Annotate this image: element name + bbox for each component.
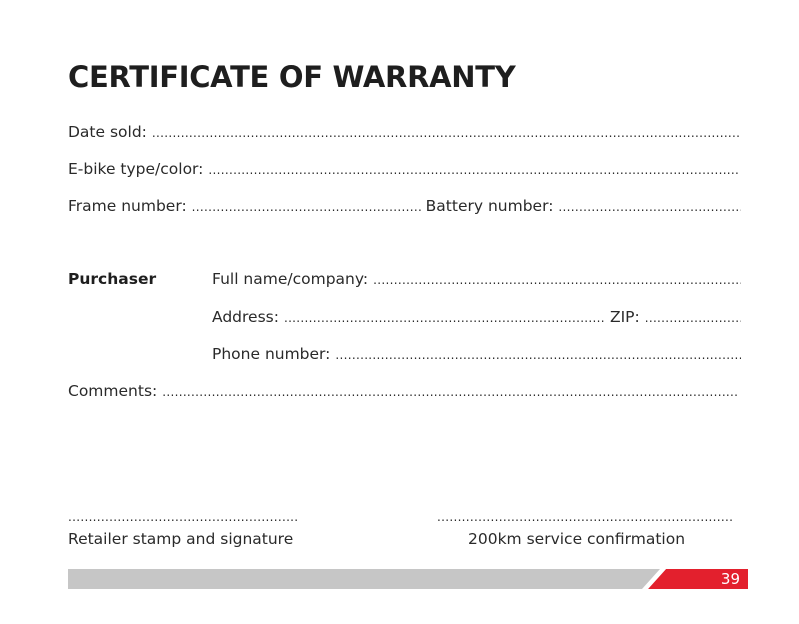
comments-row <box>68 382 738 402</box>
service-confirmation-line[interactable] <box>437 510 733 526</box>
zip-label: ZIP: <box>609 308 640 326</box>
frame-number-field[interactable] <box>192 200 422 214</box>
page-number: 39 <box>720 570 740 588</box>
battery-number-field[interactable] <box>558 200 741 214</box>
phone-label: Phone number: <box>212 345 331 363</box>
address-label: Address: <box>212 308 279 326</box>
comments-field[interactable] <box>162 385 738 399</box>
retailer-signature-label: Retailer stamp and signature <box>68 530 294 548</box>
service-confirmation-label: 200km service confirmation <box>468 530 686 548</box>
full-name-label: Full name/company: <box>212 270 369 288</box>
full-name-row <box>212 270 741 290</box>
ebike-type-field[interactable] <box>208 163 739 177</box>
battery-number-label: Battery number: <box>425 197 554 215</box>
date-sold-row <box>68 123 741 143</box>
address-zip-row <box>212 308 741 328</box>
frame-battery-row <box>68 197 741 217</box>
phone-field[interactable] <box>335 348 741 362</box>
purchaser-heading: Purchaser <box>68 270 157 288</box>
date-sold-field[interactable] <box>152 126 741 140</box>
ebike-type-label: E-bike type/color: <box>68 160 204 178</box>
phone-row <box>212 345 741 365</box>
frame-number-label: Frame number: <box>68 197 187 215</box>
certificate-title: CERTIFICATE OF WARRANTY <box>68 60 516 94</box>
zip-field[interactable] <box>645 311 741 325</box>
comments-label: Comments: <box>68 382 158 400</box>
address-field[interactable] <box>284 311 606 325</box>
ebike-type-row <box>68 160 739 180</box>
retailer-signature-line[interactable] <box>68 510 298 526</box>
full-name-field[interactable] <box>373 273 741 287</box>
date-sold-label: Date sold: <box>68 123 147 141</box>
